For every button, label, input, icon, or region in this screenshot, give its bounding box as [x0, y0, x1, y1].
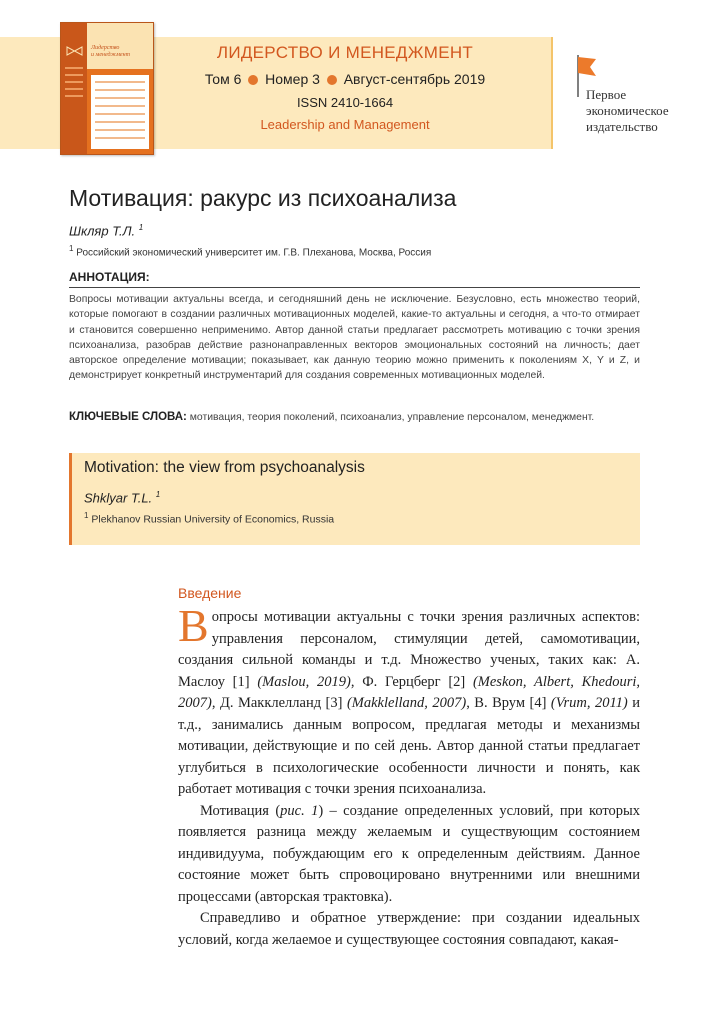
- abstract-divider: [69, 287, 640, 288]
- cover-title: Лидерство и менеджмент: [91, 45, 130, 58]
- body-text: [178, 600, 641, 951]
- english-summary-box: [69, 453, 640, 545]
- journal-name: ЛИДЕРСТВО И МЕНЕДЖМЕНТ: [216, 43, 474, 62]
- dropcap: В: [178, 600, 209, 651]
- citation: (Meskon, Albert, Khedouri, 2007): [178, 673, 640, 711]
- english-title: Motivation: the view from psychoanalysis: [84, 459, 365, 476]
- separator-dot-icon: [327, 75, 337, 85]
- journal-name-en: Leadership and Management: [260, 117, 430, 132]
- cover-contents: [91, 75, 149, 149]
- cover-emblem-icon: [66, 45, 83, 57]
- abstract-text: Вопросы мотивации актуальны всегда, и сегодняшний день не исключение. Безусловно, есть множество теорий, которые помогают в создании различных мотивационных моделей, какие-то актуальны и сегодня, а что-то отмирает и становится совершенно неприменимо. Автор данной статьи предлагает рассмотреть мотивацию с точки зрения психоанализа, разобрав действие разнонаправленных векторов эмоциональных состояний на личность; дает авторское определение мотивации; показывает, как данную теорию можно применить к поколениям X, Y и Z, и демонстрирует конкретный инструментарий для создания современных мотивационных моделей.: [69, 294, 640, 382]
- keywords-text: мотивация, теория поколений, психоанализ, управление персоналом, менеджмент.: [189, 412, 595, 423]
- keywords: [69, 410, 640, 425]
- citation: (Maslou, 2019): [257, 673, 351, 690]
- paragraph: Мотивация (рис. 1) – создание определенных условий, при которых появляется разница между желаемым и существующим состоянием индивидуума, побуждающим его к определенным действиям. Данное состояние может быть спровоцировано внутренними или внешними процессами (авторская трактовка).: [178, 802, 641, 905]
- keywords-label: КЛЮЧЕВЫЕ СЛОВА:: [69, 411, 187, 423]
- article-title: Мотивация: ракурс из психоанализа: [69, 185, 457, 211]
- citation: (Vrum, 2011): [550, 695, 628, 711]
- separator-dot-icon: [248, 75, 258, 85]
- english-author-superscript: 1: [155, 490, 161, 499]
- issue-number: Номер 3: [265, 71, 320, 87]
- author-superscript: 1: [138, 223, 144, 232]
- english-affiliation-superscript: 1: [84, 511, 89, 520]
- issue-period: Август-сентябрь 2019: [343, 71, 486, 87]
- cover-side-strip: [61, 23, 87, 155]
- author-affiliation: $^1$ Российский экономический университет им. Г.В. Плеханова, Москва, Россия: [69, 244, 432, 259]
- english-author: Shklyar T.L. $^1$: [84, 490, 161, 506]
- publisher-logo: [551, 37, 709, 149]
- author-name: Шкляр Т.Л. $^1$: [69, 223, 144, 239]
- citation: (Makklelland, 2007): [346, 695, 467, 711]
- paragraph: Справедливо и обратное утверждение: при создании идеальных условий, когда желаемое и существующее состояния совпадают, какая-: [178, 910, 640, 948]
- issue-line: [180, 71, 510, 87]
- affiliation-superscript: 1: [69, 244, 74, 253]
- volume: Том 6: [204, 71, 242, 87]
- issn: ISSN 2410-1664: [296, 95, 394, 110]
- paragraph: Вопросы мотивации актуальны с точки зрения различных аспектов: управления персоналом, стимуляции детей, самомотивации, создания сильной команды и т.д. Множество ученых, таких как: А. Маслоу [1] (Maslou, 2019), Ф. Герцберг [2] (Meskon, Albert, Khedouri, 2007), Д. Макклелланд [3] (Makklelland, 2007), В. Врум [4] (Vrum, 2011) и т.д., занимались данным вопросом, предлагая методы и механизмы мотивации, действующие и по сей день. Автор данной статьи предлагает углубиться в психологические особенности личности и понять, как работает мотивация с точки зрения психоанализа.: [178, 600, 640, 797]
- figure-reference: рис. 1: [280, 802, 319, 819]
- abstract-heading: АННОТАЦИЯ:: [69, 270, 150, 284]
- english-affiliation: $^1$ Plekhanov Russian University of Economics, Russia: [84, 511, 335, 526]
- journal-cover-image: [60, 22, 154, 155]
- publisher-name: Первое экономическое издательство: [586, 87, 669, 134]
- section-heading: Введение: [178, 585, 242, 601]
